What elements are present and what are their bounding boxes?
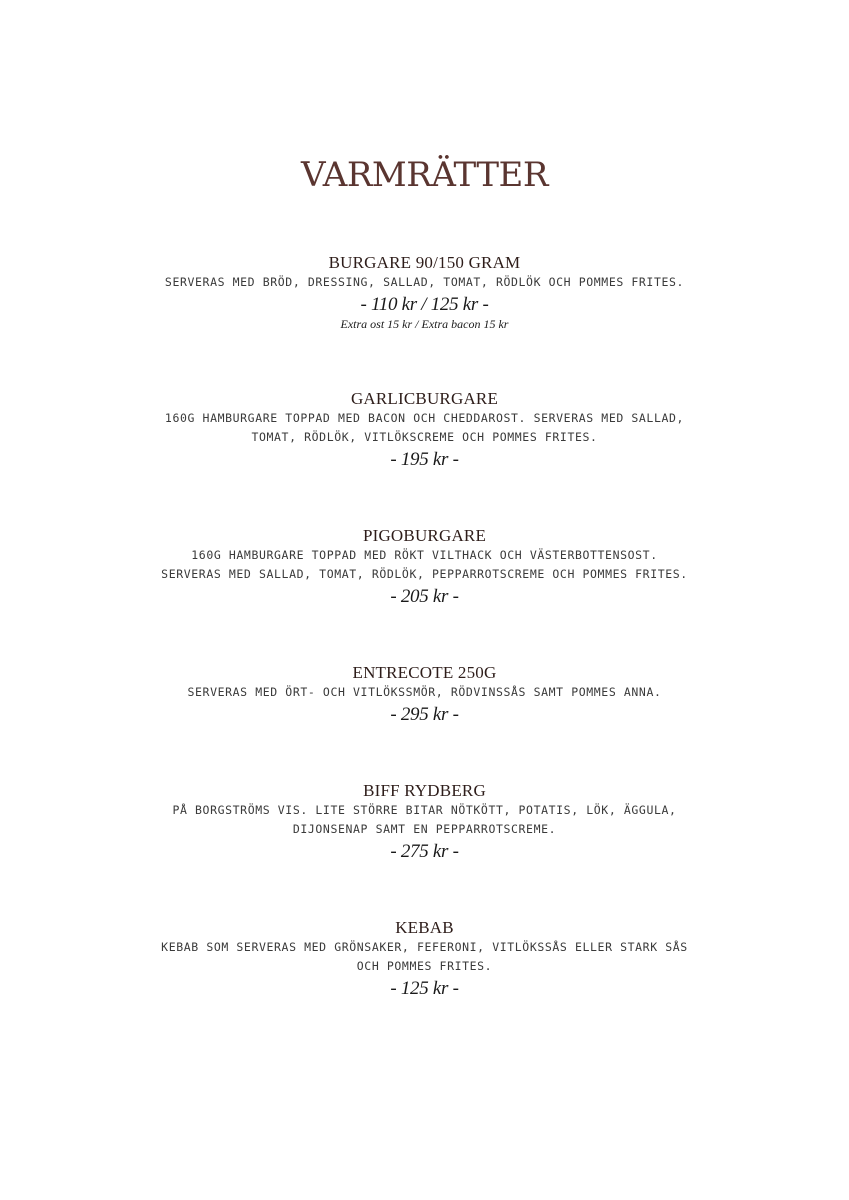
menu-item-entrecote — [0, 663, 849, 726]
menu-item-price: - 205 kr - — [390, 586, 459, 607]
menu-item-garlicburgare — [0, 389, 849, 471]
menu-title: VARMRÄTTER — [301, 155, 548, 195]
menu-item-description: 160G HAMBURGARE TOPPAD MED BACON OCH CHEDDAROST. SERVERAS MED SALLAD, TOMAT, RÖDLÖK, VITLÖKSCREME OCH POMMES FRITES. — [164, 411, 685, 444]
menu-item-price: - 275 kr - — [390, 841, 459, 862]
menu-item-description: SERVERAS MED BRÖD, DRESSING, SALLAD, TOMAT, RÖDLÖK OCH POMMES FRITES. — [164, 275, 685, 289]
menu-item-name: BURGARE 90/150 GRAM — [328, 253, 521, 272]
menu-item-pigoburgare — [0, 526, 849, 608]
menu-item-name: BIFF RYDBERG — [363, 781, 486, 800]
menu-item-description: SERVERAS MED ÖRT- OCH VITLÖKSSMÖR, RÖDVINSSÅS SAMT POMMES ANNA. — [187, 685, 662, 699]
menu-item-kebab — [0, 918, 849, 1000]
menu-item-price: - 110 kr / 125 kr - — [360, 294, 489, 315]
menu-item-description: KEBAB SOM SERVERAS MED GRÖNSAKER, FEFERONI, VITLÖKSSÅS ELLER STARK SÅS OCH POMMES FRITES. — [161, 940, 688, 973]
menu-item-extra: Extra ost 15 kr / Extra bacon 15 kr — [340, 317, 509, 331]
menu-item-price: - 195 kr - — [390, 449, 459, 470]
menu-item-name: PIGOBURGARE — [362, 526, 487, 545]
menu-item-name: KEBAB — [395, 918, 454, 937]
menu-item-description: PÅ BORGSTRÖMS VIS. LITE STÖRRE BITAR NÖTKÖTT, POTATIS, LÖK, ÄGGULA, DIJONSENAP SAMT EN PEPPARROTSCREME. — [172, 803, 677, 836]
menu-item-description: 160G HAMBURGARE TOPPAD MED RÖKT VILTHACK OCH VÄSTERBOTTENSOST. SERVERAS MED SALLAD, TOMAT, RÖDLÖK, PEPPARROTSCREME OCH POMMES FRITES. — [161, 548, 688, 581]
menu-item-biff-rydberg — [0, 781, 849, 863]
menu-item-name: ENTRECOTE 250G — [352, 663, 497, 682]
menu-item-price: - 295 kr - — [390, 704, 459, 725]
menu-item-name: GARLICBURGARE — [350, 389, 499, 408]
menu-item-price: - 125 kr - — [390, 978, 459, 999]
menu-item-burgare — [0, 253, 849, 332]
